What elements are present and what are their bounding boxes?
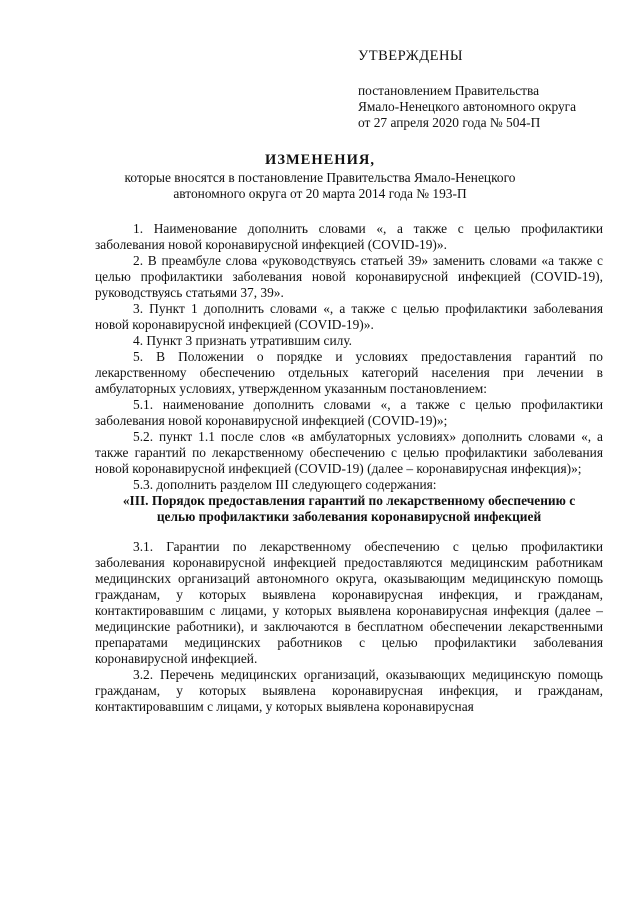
- paragraph-3: 3. Пункт 1 дополнить словами «, а также с целью профилактики заболевания новой коронавирусной инфекцией (COVID-19)».: [95, 301, 603, 332]
- paragraph-4: 4. Пункт 3 признать утратившим силу.: [133, 333, 353, 348]
- paragraph-1: 1. Наименование дополнить словами «, а также с целью профилактики заболевания новой коронавирусной инфекцией (COVID-19)».: [95, 221, 603, 252]
- approval-line: от 27 апреля 2020 года № 504-П: [358, 115, 541, 130]
- approval-line: постановлением Правительства: [358, 83, 540, 98]
- paragraph-3-1: 3.1. Гарантии по лекарственному обеспечению с целью профилактики заболевания коронавирусной инфекцией предоставляются медицинским работникам медицинских организаций автономного округа, оказывающим медицинскую помощь гражданам, у которых выявлена коронавирусная инфекция, и гражданам, контактировавшим с лицами, у которых выявлена коронавирусная инфекция (далее – медицинские работники), и заключаются в бесплатном обеспечении лекарственными препаратами медицинских работников с целью профилактики заболевания коронавирусной инфекцией.: [95, 539, 603, 666]
- paragraph-2: 2. В преамбуле слова «руководствуясь статьей 39» заменить словами «а также с целью профилактики заболевания новой коронавирусной инфекцией (COVID-19), руководствуясь статьями 37, 39».: [95, 253, 603, 300]
- document-body: [95, 221, 603, 715]
- document-title: [60, 152, 580, 202]
- paragraph-3-2: 3.2. Перечень медицинских организаций, оказывающих медицинскую помощь гражданам, у которых выявлена коронавирусная инфекция, и гражданам, контактировавшим с лицами, у которых выявлена коронавирусная: [95, 667, 603, 714]
- approval-stamp: [358, 48, 618, 131]
- paragraph-5: 5. В Положении о порядке и условиях предоставления гарантий по лекарственному обеспечению отдельных категорий населения при лечении в амбулаторных условиях, утвержденном указанным постановлением:: [95, 349, 603, 396]
- section-heading: «III. Порядок предоставления гарантий по лекарственному обеспечению с целью профилактики заболевания коронавирусной инфекцией: [122, 493, 576, 524]
- approved-label: УТВЕРЖДЕНЫ: [358, 48, 464, 64]
- paragraph-5-1: 5.1. наименование дополнить словами «, а также с целью профилактики заболевания новой коронавирусной инфекцией (COVID-19)»;: [95, 397, 603, 428]
- approval-line: Ямало-Ненецкого автономного округа: [358, 99, 577, 114]
- title-subline: автономного округа от 20 марта 2014 года № 193-П: [173, 186, 467, 201]
- title-subline: которые вносятся в постановление Правительства Ямало-Ненецкого: [124, 170, 516, 185]
- paragraph-5-3: 5.3. дополнить разделом III следующего содержания:: [133, 477, 437, 492]
- paragraph-5-2: 5.2. пункт 1.1 после слов «в амбулаторных условиях» дополнить словами «, а также гарантий по лекарственному обеспечению с целью профилактики заболевания новой коронавирусной инфекцией (COVID-19) (далее – коронавирусная инфекция)»;: [95, 429, 603, 476]
- title-heading: ИЗМЕНЕНИЯ,: [265, 152, 375, 168]
